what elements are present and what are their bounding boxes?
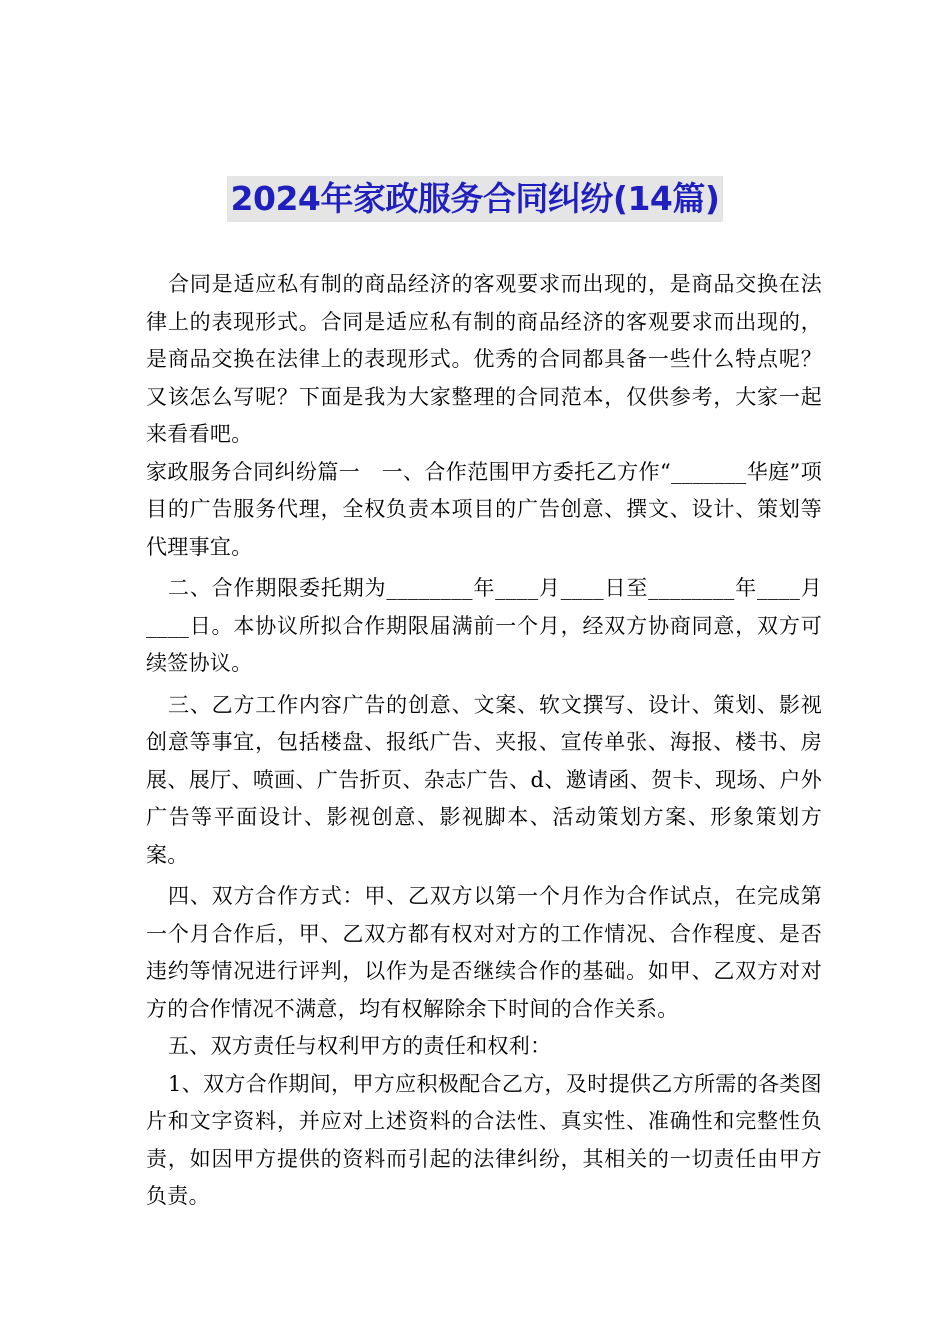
paragraph-section-1: 家政服务合同纠纷篇一 一、合作范围甲方委托乙方作“_______华庭”项目的广告服务代理，全权负责本项目的广告创意、撰文、设计、策划等代理事宜。 xyxy=(146,459,822,559)
paragraph-intro: 合同是适应私有制的商品经济的客观要求而出现的，是商品交换在法律上的表现形式。合同是适应私有制的商品经济的客观要求而出现的，是商品交换在法律上的表现形式。优秀的合同都具备一些什么特点呢？又该怎么写呢？下面是我为大家整理的合同范本，仅供参考，大家一起来看看吧。 xyxy=(146,272,822,446)
paragraph-section-3: 三、乙方工作内容广告的创意、文案、软文撰写、设计、策划、影视创意等事宜，包括楼盘、报纸广告、夹报、宣传单张、海报、楼书、房展、展厅、喷画、广告折页、杂志广告、d、邀请函、贺卡、现场、户外广告等平面设计、影视创意、影视脚本、活动策划方案、形象策划方案。 xyxy=(146,692,822,867)
title-container xyxy=(0,176,950,222)
paragraph-section-2: 二、合作期限委托期为________年____月____日至________年____月____日。本协议所拟合作期限届满前一个月，经双方协商同意，双方可续签协议。 xyxy=(146,576,822,675)
document-title: 2024年家政服务合同纠纷(14篇) xyxy=(227,176,724,222)
paragraph-clause-1: 1、双方合作期间，甲方应积极配合乙方，及时提供乙方所需的各类图片和文字资料，并应对上述资料的合法性、真实性、准确性和完整性负责，如因甲方提供的资料而引起的法律纠纷，其相关的一切责任由甲方负责。 xyxy=(146,1071,822,1208)
document-body xyxy=(146,266,822,1216)
paragraph-section-5: 五、双方责任与权利甲方的责任和权利： xyxy=(168,1034,552,1058)
paragraph-section-4: 四、双方合作方式：甲、乙双方以第一个月作为合作试点，在完成第一个月合作后，甲、乙双方都有权对对方的工作情况、合作程度、是否违约等情况进行评判，以作为是否继续合作的基础。如甲、乙双方对对方的合作情况不满意，均有权解除余下时间的合作关系。 xyxy=(146,884,822,1021)
